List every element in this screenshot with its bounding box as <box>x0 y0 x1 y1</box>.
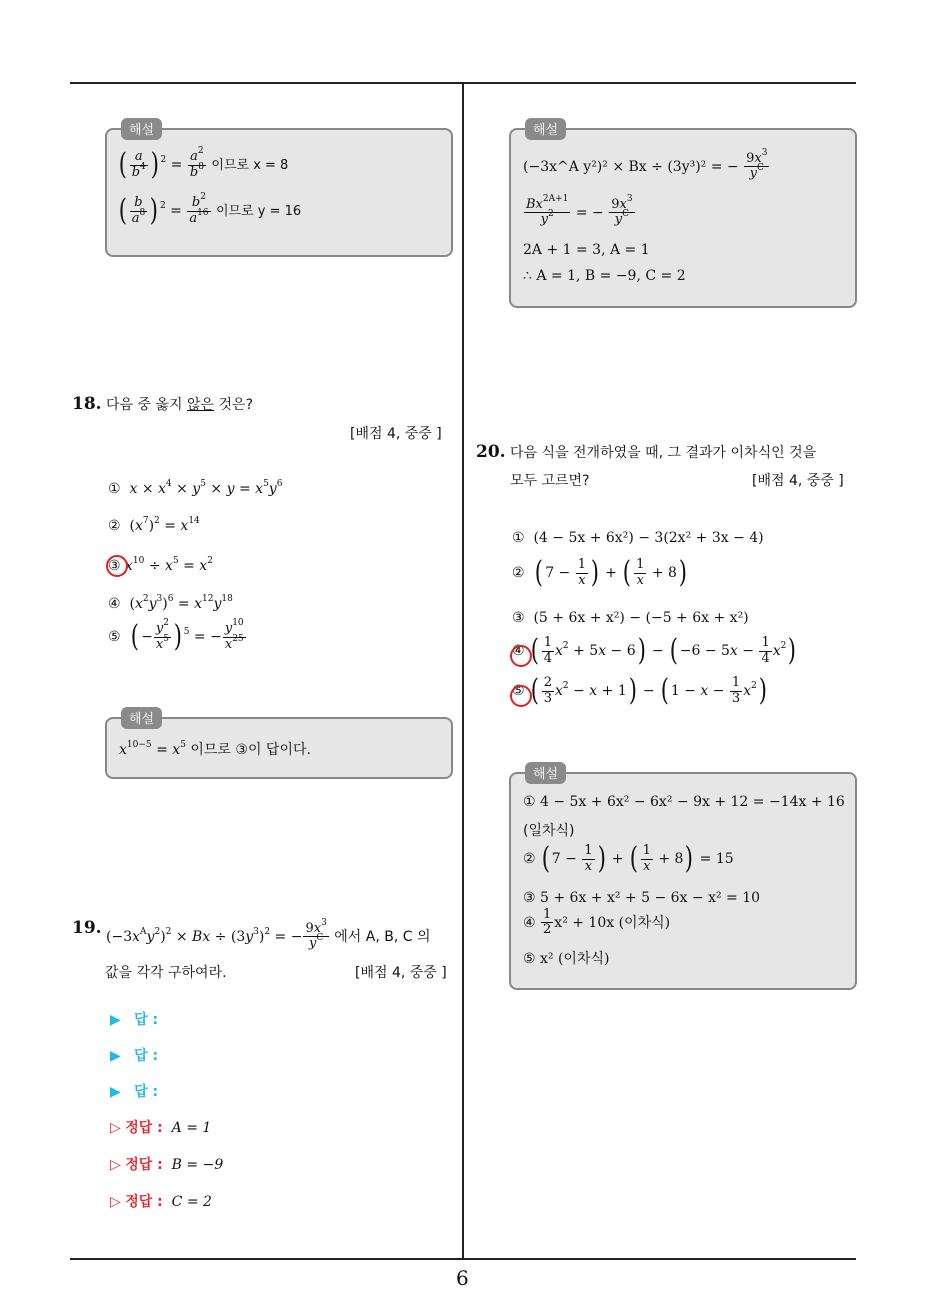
q20-stem: 20. 다음 식을 전개하였을 때, 그 결과가 이차식인 것을 <box>476 442 817 462</box>
q19-stem-line2: 값을 각각 구하여라. <box>105 965 227 981</box>
q20-stem-line2: 모두 고르면? <box>510 473 590 489</box>
play-outline-icon: ▷ <box>110 1120 121 1136</box>
correct-answer-2: ▷ 정답 : B = −9 <box>110 1157 224 1173</box>
q20-meta: [배점 4, 중중 ] <box>752 473 844 489</box>
page-number: 6 <box>456 1266 469 1290</box>
q20-option-5: ⑤ ( $\frac{2}{3}$ $x^2 - x + 1$) − ( 1 − x − $\frac{1}{3}$ $x^2$) <box>512 673 767 708</box>
q18-meta: [배점 4, 중중 ] <box>350 426 442 442</box>
answer-slot-1[interactable]: ▶ 답 : <box>110 1012 159 1028</box>
solution-line: ③ 5 + 6x + x² + 5 − 6x − x² = 10 <box>523 890 761 906</box>
solution-line: 2A + 1 = 3, A = 1 <box>523 242 650 258</box>
q18-option-4: ④ $(x^2y^3)^6 = x^{12}y^{18}$ <box>108 594 233 612</box>
solution-line: ② ( 7 − $\frac{1}{x}$ ) + ( $\frac{1}{x}$ + 8) = 15 <box>523 841 734 876</box>
column-divider <box>462 83 464 1260</box>
answer-slot-3[interactable]: ▶ 답 : <box>110 1084 159 1100</box>
q18-option-2: ② $(x^7)^2 = x^{14}$ <box>108 516 200 534</box>
solution-box-20 <box>509 767 857 990</box>
q20-option-1: ① (4 − 5x + 6x²) − 3(2x² + 3x − 4) <box>512 530 764 546</box>
solution-line: ( $\frac{b}{a^8}$ ) $^2$ = $\frac{b^2}{a^{16}}$ 이므로 y = 16 <box>118 192 302 228</box>
solution-line: $\frac{Bx^{2A+1}}{y^2}$ = − $\frac{9x^3}{y^C}$ <box>526 194 633 228</box>
solution-line: ( $\frac{a}{b^4}$ ) $^2$ = $\frac{a^2}{b^8}$ 이므로 x = 8 <box>118 146 289 182</box>
q18-option-5: ⑤ ( − $\frac{y^2}{x^5}$ ) $^5$ = − $\frac{y^{10}}{x^{25}}$ <box>108 618 244 654</box>
play-icon: ▶ <box>110 1012 121 1028</box>
play-outline-icon: ▷ <box>110 1194 121 1210</box>
solution-line: (−3x^A y²)² × Bx ÷ (3y³)² = − $\frac{9x^3}{y^C}$ <box>523 148 768 182</box>
answer-mark-circle <box>106 555 128 577</box>
solution-tag: 해설 <box>121 707 162 729</box>
play-outline-icon: ▷ <box>110 1157 121 1173</box>
bottom-rule <box>70 1258 856 1260</box>
solution-line: $x^{10-5} = x^5$ 이므로 ③이 답이다. <box>119 740 311 758</box>
solution-tag: 해설 <box>525 118 566 140</box>
correct-answer-3: ▷ 정답 : C = 2 <box>110 1194 212 1210</box>
solution-line: ⑤ x² (이차식) <box>523 951 610 967</box>
solution-tag: 해설 <box>525 762 566 784</box>
solution-line: ④ $\frac{1}{2}$ x² + 10x (이차식) <box>523 907 671 938</box>
answer-slot-2[interactable]: ▶ 답 : <box>110 1048 159 1064</box>
solution-tag: 해설 <box>121 118 162 140</box>
q18-stem: 18. 다음 중 옳지 않은 것은? <box>72 394 254 414</box>
solution-box-18 <box>105 712 453 779</box>
q20-option-2: ② ( 7 − $\frac{1}{x}$ ) + ( $\frac{1}{x}$ + 8) <box>512 555 687 590</box>
solution-box-17 <box>105 123 453 257</box>
solution-line: ∴ A = 1, B = −9, C = 2 <box>523 268 686 284</box>
play-icon: ▶ <box>110 1048 121 1064</box>
q18-option-3: ③ $x^{10} \div x^5 = x^2$ <box>108 556 213 574</box>
q20-option-4: ④ ( $\frac{1}{4}$ $x^2 + 5x - 6$) − ( −6 − 5x − $\frac{1}{4}$ $x^2$) <box>512 633 797 668</box>
q19-stem: 19. $(-3x^Ay^2)^2 \times Bx \div (3y^3)^2$ = − $\frac{9x^3}{y^C}$ 에서 A, B, C 의 <box>72 917 431 952</box>
q20-option-3: ③ (5 + 6x + x²) − (−5 + 6x + x²) <box>512 610 749 626</box>
correct-answer-1: ▷ 정답 : A = 1 <box>110 1120 212 1136</box>
answer-mark-circle <box>510 685 532 707</box>
solution-line: ① 4 − 5x + 6x² − 6x² − 9x + 12 = −14x + 16 <box>523 794 845 810</box>
q19-meta: [배점 4, 중중 ] <box>355 965 447 981</box>
solution-line: (일차식) <box>523 823 575 839</box>
solution-box-16 <box>509 123 857 308</box>
q18-option-1: ① $x \times x^4 \times y^5 \times y = x^5y^6$ <box>108 479 283 497</box>
play-icon: ▶ <box>110 1084 121 1100</box>
answer-mark-circle <box>510 645 532 667</box>
